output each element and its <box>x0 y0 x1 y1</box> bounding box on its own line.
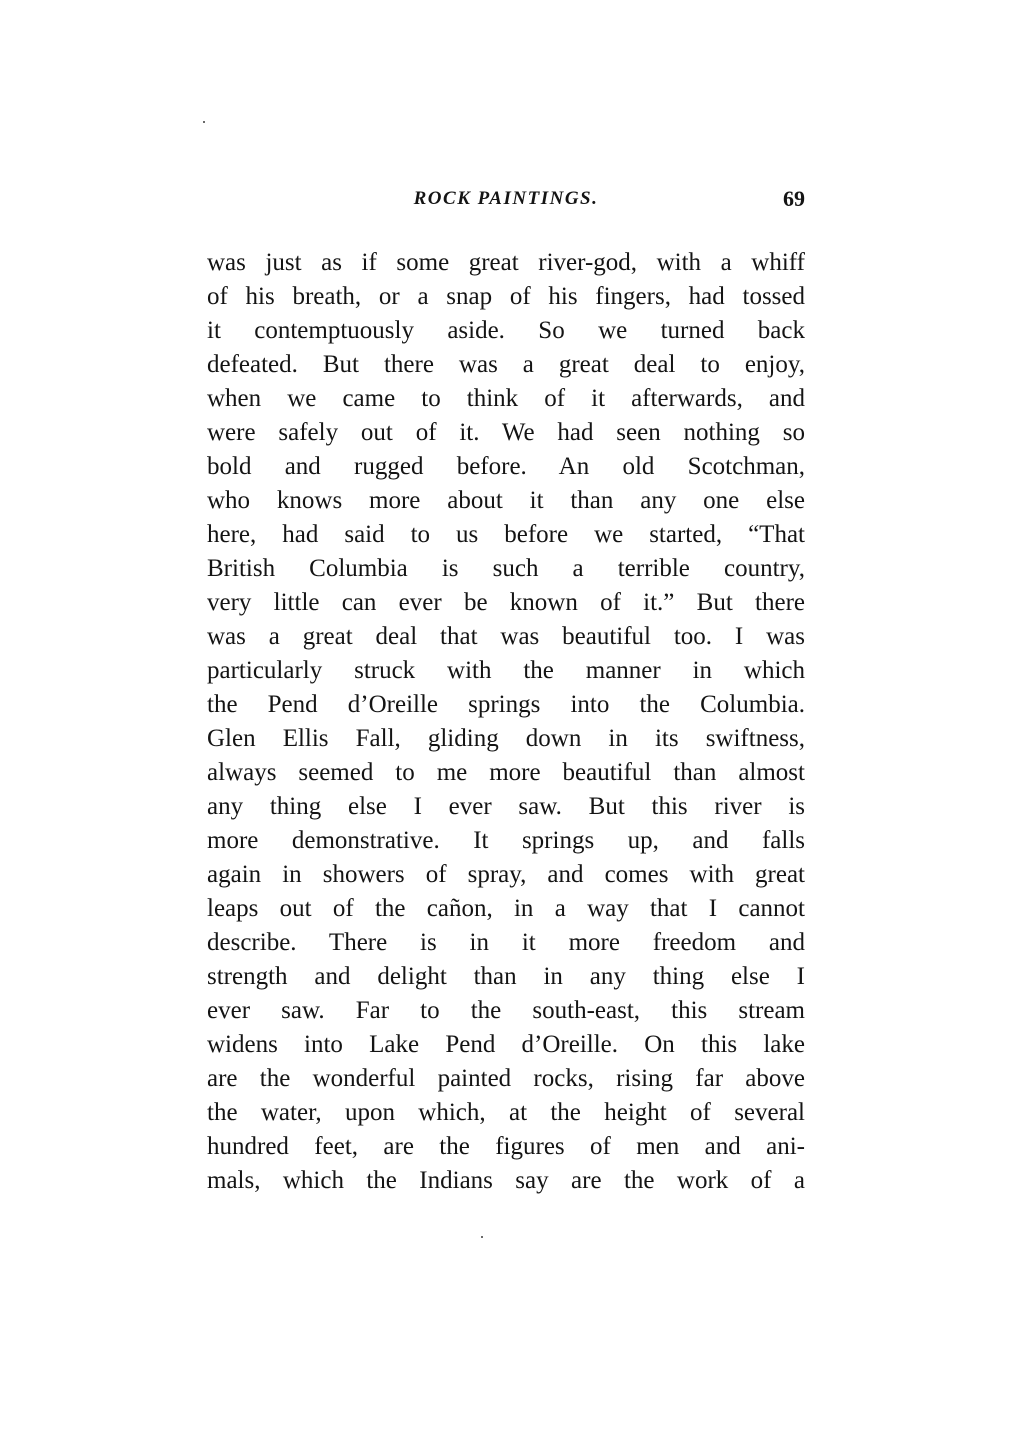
text-line: the Pend d’Oreille springs into the Columbia. <box>207 691 805 718</box>
text-line: describe. There is in it more freedom and <box>207 929 805 956</box>
text-line: bold and rugged before. An old Scotchman, <box>207 453 805 480</box>
text-line: strength and delight than in any thing else I <box>207 963 805 990</box>
text-line: were safely out of it. We had seen nothing so <box>207 419 805 446</box>
text-line: always seemed to me more beautiful than almost <box>207 759 805 786</box>
text-line: British Columbia is such a terrible country, <box>207 555 805 582</box>
text-line: was just as if some great river-god, with a whiff <box>207 249 805 276</box>
text-line: are the wonderful painted rocks, rising far above <box>207 1065 805 1092</box>
text-line: defeated. But there was a great deal to enjoy, <box>207 351 805 378</box>
text-line: ever saw. Far to the south-east, this stream <box>207 997 805 1024</box>
page-number: 69 <box>783 186 805 211</box>
print-speck <box>203 121 205 123</box>
text-line: Glen Ellis Fall, gliding down in its swiftness, <box>207 725 805 752</box>
running-head <box>207 186 805 216</box>
text-line: particularly struck with the manner in which <box>207 657 805 684</box>
body-text <box>207 246 805 1198</box>
text-line: when we came to think of it afterwards, and <box>207 385 805 412</box>
text-line: mals, which the Indians say are the work of a <box>207 1167 805 1194</box>
text-line: hundred feet, are the figures of men and ani- <box>207 1133 805 1160</box>
text-line: was a great deal that was beautiful too. I was <box>207 623 805 650</box>
text-line: very little can ever be known of it.” But there <box>207 589 805 616</box>
text-line: it contemptuously aside. So we turned back <box>207 317 805 344</box>
text-line: of his breath, or a snap of his fingers, had tossed <box>207 283 805 310</box>
running-head-title: ROCK PAINTINGS. <box>413 188 599 209</box>
print-speck <box>481 1236 483 1238</box>
text-line: the water, upon which, at the height of several <box>207 1099 805 1126</box>
text-line: who knows more about it than any one else <box>207 487 805 514</box>
text-line: leaps out of the cañon, in a way that I cannot <box>207 895 805 922</box>
text-line: widens into Lake Pend d’Oreille. On this lake <box>207 1031 805 1058</box>
text-line: more demonstrative. It springs up, and falls <box>207 827 805 854</box>
text-line: again in showers of spray, and comes with great <box>207 861 805 888</box>
text-line: any thing else I ever saw. But this river is <box>207 793 805 820</box>
text-line: here, had said to us before we started, “That <box>207 521 805 548</box>
